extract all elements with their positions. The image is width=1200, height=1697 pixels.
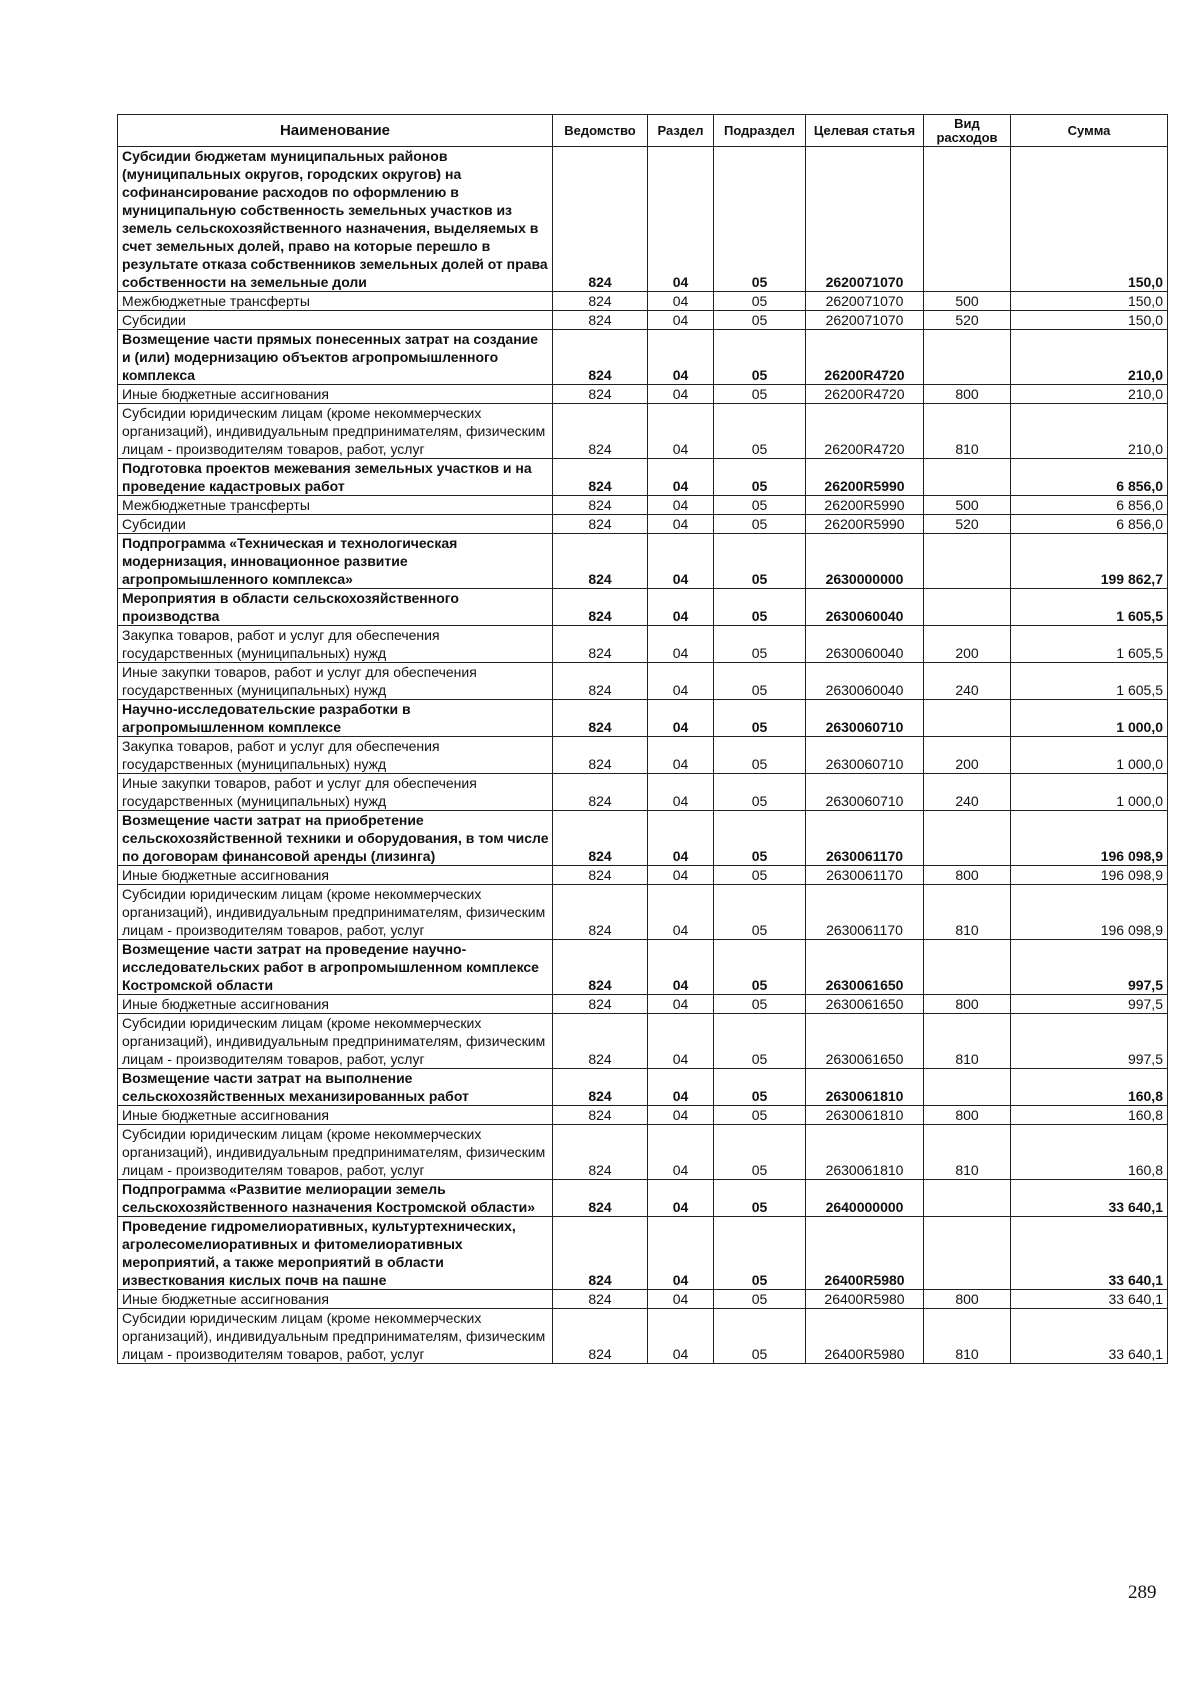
cell-vid xyxy=(924,1180,1011,1217)
table-row xyxy=(118,459,1168,496)
cell-podrazdel: 05 xyxy=(714,774,806,811)
cell-razdel: 04 xyxy=(648,515,714,534)
cell-razdel: 04 xyxy=(648,496,714,515)
cell-razdel: 04 xyxy=(648,1217,714,1290)
cell-summa: 150,0 xyxy=(1011,311,1168,330)
cell-vedomstvo: 824 xyxy=(553,1014,648,1069)
cell-vedomstvo: 824 xyxy=(553,147,648,292)
cell-name: Подготовка проектов межевания земельных участков и на проведение кадастровых работ xyxy=(118,459,553,496)
cell-name: Субсидии xyxy=(118,515,553,534)
table-row xyxy=(118,885,1168,940)
cell-vid: 500 xyxy=(924,496,1011,515)
cell-statya: 2630061810 xyxy=(806,1125,924,1180)
cell-summa: 160,8 xyxy=(1011,1106,1168,1125)
table-row xyxy=(118,1125,1168,1180)
cell-summa: 997,5 xyxy=(1011,940,1168,995)
cell-razdel: 04 xyxy=(648,737,714,774)
cell-summa: 1 000,0 xyxy=(1011,737,1168,774)
cell-summa: 210,0 xyxy=(1011,330,1168,385)
cell-podrazdel: 05 xyxy=(714,1217,806,1290)
cell-vedomstvo: 824 xyxy=(553,311,648,330)
cell-podrazdel: 05 xyxy=(714,147,806,292)
header-vedomstvo: Ведомство xyxy=(553,115,648,147)
cell-name: Субсидии бюджетам муниципальных районов (муниципальных округов, городских округов) на софинансирование расходов по оформлению в муниципальную собственность земельных участков из земель сельскохозяйственного назначения, выделяемых в счет земельных долей, право на которые перешло в результате отказа собственников земельных долей от права собственности на земельные доли xyxy=(118,147,553,292)
cell-razdel: 04 xyxy=(648,940,714,995)
cell-razdel: 04 xyxy=(648,385,714,404)
cell-statya: 2630061170 xyxy=(806,866,924,885)
cell-podrazdel: 05 xyxy=(714,737,806,774)
cell-summa: 150,0 xyxy=(1011,292,1168,311)
cell-statya: 2630061650 xyxy=(806,995,924,1014)
table-row xyxy=(118,811,1168,866)
cell-summa: 196 098,9 xyxy=(1011,885,1168,940)
cell-razdel: 04 xyxy=(648,700,714,737)
cell-vid: 810 xyxy=(924,1309,1011,1364)
cell-summa: 210,0 xyxy=(1011,404,1168,459)
cell-vedomstvo: 824 xyxy=(553,385,648,404)
cell-summa: 33 640,1 xyxy=(1011,1180,1168,1217)
cell-podrazdel: 05 xyxy=(714,663,806,700)
cell-vedomstvo: 824 xyxy=(553,330,648,385)
cell-vid: 800 xyxy=(924,1106,1011,1125)
table-row xyxy=(118,311,1168,330)
cell-name: Закупка товаров, работ и услуг для обеспечения государственных (муниципальных) нужд xyxy=(118,737,553,774)
table-row xyxy=(118,774,1168,811)
cell-statya: 2630060040 xyxy=(806,663,924,700)
cell-summa: 196 098,9 xyxy=(1011,811,1168,866)
cell-name: Проведение гидромелиоративных, культуртехнических, агролесомелиоративных и фитомелиоративных мероприятий, а также мероприятий в области известкования кислых почв на пашне xyxy=(118,1217,553,1290)
cell-vedomstvo: 824 xyxy=(553,534,648,589)
table-row xyxy=(118,1180,1168,1217)
cell-vid: 800 xyxy=(924,385,1011,404)
cell-vid: 200 xyxy=(924,737,1011,774)
cell-vedomstvo: 824 xyxy=(553,737,648,774)
table-row xyxy=(118,1069,1168,1106)
cell-vid: 520 xyxy=(924,515,1011,534)
cell-vedomstvo: 824 xyxy=(553,995,648,1014)
cell-statya: 26400R5980 xyxy=(806,1217,924,1290)
cell-razdel: 04 xyxy=(648,1180,714,1217)
cell-podrazdel: 05 xyxy=(714,385,806,404)
cell-razdel: 04 xyxy=(648,626,714,663)
cell-statya: 2630060710 xyxy=(806,737,924,774)
table-row xyxy=(118,404,1168,459)
cell-podrazdel: 05 xyxy=(714,515,806,534)
cell-vedomstvo: 824 xyxy=(553,774,648,811)
cell-razdel: 04 xyxy=(648,811,714,866)
cell-vedomstvo: 824 xyxy=(553,885,648,940)
cell-name: Мероприятия в области сельскохозяйственного производства xyxy=(118,589,553,626)
cell-name: Субсидии юридическим лицам (кроме некоммерческих организаций), индивидуальным предпринимателям, физическим лицам - производителям товаров, работ, услуг xyxy=(118,885,553,940)
cell-razdel: 04 xyxy=(648,1014,714,1069)
cell-vedomstvo: 824 xyxy=(553,589,648,626)
cell-vedomstvo: 824 xyxy=(553,1290,648,1309)
table-row xyxy=(118,1309,1168,1364)
cell-name: Иные бюджетные ассигнования xyxy=(118,866,553,885)
cell-vedomstvo: 824 xyxy=(553,292,648,311)
cell-razdel: 04 xyxy=(648,292,714,311)
cell-razdel: 04 xyxy=(648,459,714,496)
cell-name: Иные бюджетные ассигнования xyxy=(118,385,553,404)
cell-name: Возмещение части затрат на выполнение сельскохозяйственных механизированных работ xyxy=(118,1069,553,1106)
cell-vedomstvo: 824 xyxy=(553,700,648,737)
cell-vid: 800 xyxy=(924,1290,1011,1309)
cell-razdel: 04 xyxy=(648,1106,714,1125)
table-header-row xyxy=(118,115,1168,147)
cell-summa: 160,8 xyxy=(1011,1125,1168,1180)
cell-podrazdel: 05 xyxy=(714,885,806,940)
table-row xyxy=(118,700,1168,737)
cell-razdel: 04 xyxy=(648,1309,714,1364)
cell-razdel: 04 xyxy=(648,885,714,940)
cell-podrazdel: 05 xyxy=(714,459,806,496)
cell-vid xyxy=(924,534,1011,589)
cell-name: Подпрограмма «Развитие мелиорации земель сельскохозяйственного назначения Костромской области» xyxy=(118,1180,553,1217)
cell-statya: 2630060710 xyxy=(806,774,924,811)
table-row xyxy=(118,589,1168,626)
table-row xyxy=(118,626,1168,663)
table-row xyxy=(118,1014,1168,1069)
cell-vedomstvo: 824 xyxy=(553,626,648,663)
cell-razdel: 04 xyxy=(648,589,714,626)
cell-statya: 2630000000 xyxy=(806,534,924,589)
cell-vedomstvo: 824 xyxy=(553,1217,648,1290)
cell-podrazdel: 05 xyxy=(714,866,806,885)
cell-statya: 26400R5980 xyxy=(806,1309,924,1364)
cell-podrazdel: 05 xyxy=(714,534,806,589)
cell-name: Субсидии юридическим лицам (кроме некоммерческих организаций), индивидуальным предпринимателям, физическим лицам - производителям товаров, работ, услуг xyxy=(118,1309,553,1364)
cell-statya: 26200R5990 xyxy=(806,515,924,534)
cell-vedomstvo: 824 xyxy=(553,1180,648,1217)
cell-vid xyxy=(924,147,1011,292)
cell-statya: 2630061650 xyxy=(806,940,924,995)
cell-name: Межбюджетные трансферты xyxy=(118,292,553,311)
cell-podrazdel: 05 xyxy=(714,811,806,866)
cell-razdel: 04 xyxy=(648,147,714,292)
cell-name: Иные бюджетные ассигнования xyxy=(118,1106,553,1125)
cell-statya: 2640000000 xyxy=(806,1180,924,1217)
cell-podrazdel: 05 xyxy=(714,1069,806,1106)
cell-statya: 26400R5980 xyxy=(806,1290,924,1309)
cell-summa: 1 605,5 xyxy=(1011,589,1168,626)
cell-podrazdel: 05 xyxy=(714,1014,806,1069)
cell-razdel: 04 xyxy=(648,1069,714,1106)
cell-vid: 240 xyxy=(924,774,1011,811)
cell-name: Иные закупки товаров, работ и услуг для обеспечения государственных (муниципальных) нужд xyxy=(118,663,553,700)
table-row xyxy=(118,147,1168,292)
cell-summa: 1 605,5 xyxy=(1011,626,1168,663)
cell-podrazdel: 05 xyxy=(714,626,806,663)
cell-vedomstvo: 824 xyxy=(553,404,648,459)
cell-vid xyxy=(924,459,1011,496)
page-number: 289 xyxy=(1128,1582,1157,1603)
cell-name: Возмещение части затрат на проведение научно-исследовательских работ в агропромышленном комплексе Костромской области xyxy=(118,940,553,995)
table-row xyxy=(118,385,1168,404)
cell-statya: 2630060040 xyxy=(806,626,924,663)
cell-vid: 810 xyxy=(924,885,1011,940)
cell-summa: 6 856,0 xyxy=(1011,459,1168,496)
cell-vedomstvo: 824 xyxy=(553,811,648,866)
cell-vedomstvo: 824 xyxy=(553,515,648,534)
cell-summa: 33 640,1 xyxy=(1011,1217,1168,1290)
cell-summa: 1 000,0 xyxy=(1011,700,1168,737)
table-row xyxy=(118,663,1168,700)
table-row xyxy=(118,534,1168,589)
cell-razdel: 04 xyxy=(648,330,714,385)
cell-summa: 210,0 xyxy=(1011,385,1168,404)
cell-podrazdel: 05 xyxy=(714,311,806,330)
cell-statya: 2630060710 xyxy=(806,700,924,737)
cell-razdel: 04 xyxy=(648,1290,714,1309)
cell-vid: 800 xyxy=(924,866,1011,885)
cell-vid xyxy=(924,700,1011,737)
cell-vid xyxy=(924,1217,1011,1290)
cell-name: Иные закупки товаров, работ и услуг для обеспечения государственных (муниципальных) нужд xyxy=(118,774,553,811)
cell-vid xyxy=(924,589,1011,626)
cell-name: Возмещение части затрат на приобретение сельскохозяйственной техники и оборудования, в том числе по договорам финансовой аренды (лизинга) xyxy=(118,811,553,866)
cell-summa: 199 862,7 xyxy=(1011,534,1168,589)
cell-razdel: 04 xyxy=(648,774,714,811)
cell-podrazdel: 05 xyxy=(714,700,806,737)
cell-vid: 810 xyxy=(924,1014,1011,1069)
cell-name: Субсидии xyxy=(118,311,553,330)
cell-statya: 26200R5990 xyxy=(806,496,924,515)
cell-summa: 33 640,1 xyxy=(1011,1309,1168,1364)
cell-summa: 1 605,5 xyxy=(1011,663,1168,700)
cell-statya: 2630061810 xyxy=(806,1069,924,1106)
cell-vedomstvo: 824 xyxy=(553,1069,648,1106)
cell-vid: 810 xyxy=(924,1125,1011,1180)
cell-name: Субсидии юридическим лицам (кроме некоммерческих организаций), индивидуальным предпринимателям, физическим лицам - производителям товаров, работ, услуг xyxy=(118,1014,553,1069)
cell-statya: 26200R5990 xyxy=(806,459,924,496)
cell-statya: 2620071070 xyxy=(806,147,924,292)
table-row xyxy=(118,866,1168,885)
table-body xyxy=(118,147,1168,1364)
table-row xyxy=(118,1217,1168,1290)
cell-podrazdel: 05 xyxy=(714,995,806,1014)
cell-razdel: 04 xyxy=(648,663,714,700)
cell-name: Возмещение части прямых понесенных затрат на создание и (или) модернизацию объектов агропромышленного комплекса xyxy=(118,330,553,385)
cell-vedomstvo: 824 xyxy=(553,663,648,700)
cell-name: Субсидии юридическим лицам (кроме некоммерческих организаций), индивидуальным предпринимателям, физическим лицам - производителям товаров, работ, услуг xyxy=(118,1125,553,1180)
cell-podrazdel: 05 xyxy=(714,404,806,459)
cell-statya: 2620071070 xyxy=(806,311,924,330)
cell-vid: 500 xyxy=(924,292,1011,311)
cell-razdel: 04 xyxy=(648,404,714,459)
cell-razdel: 04 xyxy=(648,866,714,885)
cell-name: Межбюджетные трансферты xyxy=(118,496,553,515)
cell-vedomstvo: 824 xyxy=(553,1309,648,1364)
cell-vid xyxy=(924,940,1011,995)
cell-summa: 6 856,0 xyxy=(1011,496,1168,515)
table-row xyxy=(118,330,1168,385)
cell-vid xyxy=(924,330,1011,385)
table-row xyxy=(118,995,1168,1014)
cell-statya: 26200R4720 xyxy=(806,404,924,459)
table-row xyxy=(118,292,1168,311)
header-podrazdel: Подраздел xyxy=(714,115,806,147)
cell-name: Иные бюджетные ассигнования xyxy=(118,995,553,1014)
cell-vedomstvo: 824 xyxy=(553,866,648,885)
table-row xyxy=(118,1106,1168,1125)
cell-vid: 810 xyxy=(924,404,1011,459)
cell-podrazdel: 05 xyxy=(714,1309,806,1364)
cell-vid: 800 xyxy=(924,995,1011,1014)
cell-statya: 2630060040 xyxy=(806,589,924,626)
cell-statya: 26200R4720 xyxy=(806,330,924,385)
cell-statya: 2630061170 xyxy=(806,811,924,866)
cell-statya: 2630061170 xyxy=(806,885,924,940)
cell-vedomstvo: 824 xyxy=(553,459,648,496)
cell-vedomstvo: 824 xyxy=(553,1106,648,1125)
cell-name: Научно-исследовательские разработки в агропромышленном комплексе xyxy=(118,700,553,737)
cell-podrazdel: 05 xyxy=(714,940,806,995)
cell-summa: 1 000,0 xyxy=(1011,774,1168,811)
cell-podrazdel: 05 xyxy=(714,1180,806,1217)
cell-podrazdel: 05 xyxy=(714,589,806,626)
cell-vedomstvo: 824 xyxy=(553,496,648,515)
header-razdel: Раздел xyxy=(648,115,714,147)
cell-vid xyxy=(924,1069,1011,1106)
cell-podrazdel: 05 xyxy=(714,1290,806,1309)
table-row xyxy=(118,515,1168,534)
cell-vid: 520 xyxy=(924,311,1011,330)
table-row xyxy=(118,496,1168,515)
cell-name: Субсидии юридическим лицам (кроме некоммерческих организаций), индивидуальным предпринимателям, физическим лицам - производителям товаров, работ, услуг xyxy=(118,404,553,459)
cell-name: Подпрограмма «Техническая и технологическая модернизация, инновационное развитие агропромышленного комплекса» xyxy=(118,534,553,589)
header-statya: Целевая статья xyxy=(806,115,924,147)
cell-summa: 997,5 xyxy=(1011,995,1168,1014)
cell-podrazdel: 05 xyxy=(714,1125,806,1180)
cell-name: Иные бюджетные ассигнования xyxy=(118,1290,553,1309)
cell-summa: 33 640,1 xyxy=(1011,1290,1168,1309)
table-row xyxy=(118,1290,1168,1309)
header-summa: Сумма xyxy=(1011,115,1168,147)
header-name: Наименование xyxy=(118,115,553,147)
budget-table xyxy=(117,114,1168,1364)
table-row xyxy=(118,737,1168,774)
cell-summa: 150,0 xyxy=(1011,147,1168,292)
cell-summa: 997,5 xyxy=(1011,1014,1168,1069)
cell-razdel: 04 xyxy=(648,1125,714,1180)
cell-vid: 240 xyxy=(924,663,1011,700)
cell-statya: 2630061810 xyxy=(806,1106,924,1125)
cell-summa: 6 856,0 xyxy=(1011,515,1168,534)
cell-summa: 160,8 xyxy=(1011,1069,1168,1106)
table-row xyxy=(118,940,1168,995)
cell-podrazdel: 05 xyxy=(714,496,806,515)
header-vid: Вид расходов xyxy=(924,115,1011,147)
cell-vedomstvo: 824 xyxy=(553,1125,648,1180)
cell-vid xyxy=(924,811,1011,866)
cell-podrazdel: 05 xyxy=(714,292,806,311)
cell-podrazdel: 05 xyxy=(714,330,806,385)
cell-statya: 2620071070 xyxy=(806,292,924,311)
cell-statya: 2630061650 xyxy=(806,1014,924,1069)
cell-razdel: 04 xyxy=(648,311,714,330)
cell-vid: 200 xyxy=(924,626,1011,663)
cell-razdel: 04 xyxy=(648,995,714,1014)
cell-statya: 26200R4720 xyxy=(806,385,924,404)
cell-summa: 196 098,9 xyxy=(1011,866,1168,885)
cell-name: Закупка товаров, работ и услуг для обеспечения государственных (муниципальных) нужд xyxy=(118,626,553,663)
cell-vedomstvo: 824 xyxy=(553,940,648,995)
cell-razdel: 04 xyxy=(648,534,714,589)
cell-podrazdel: 05 xyxy=(714,1106,806,1125)
